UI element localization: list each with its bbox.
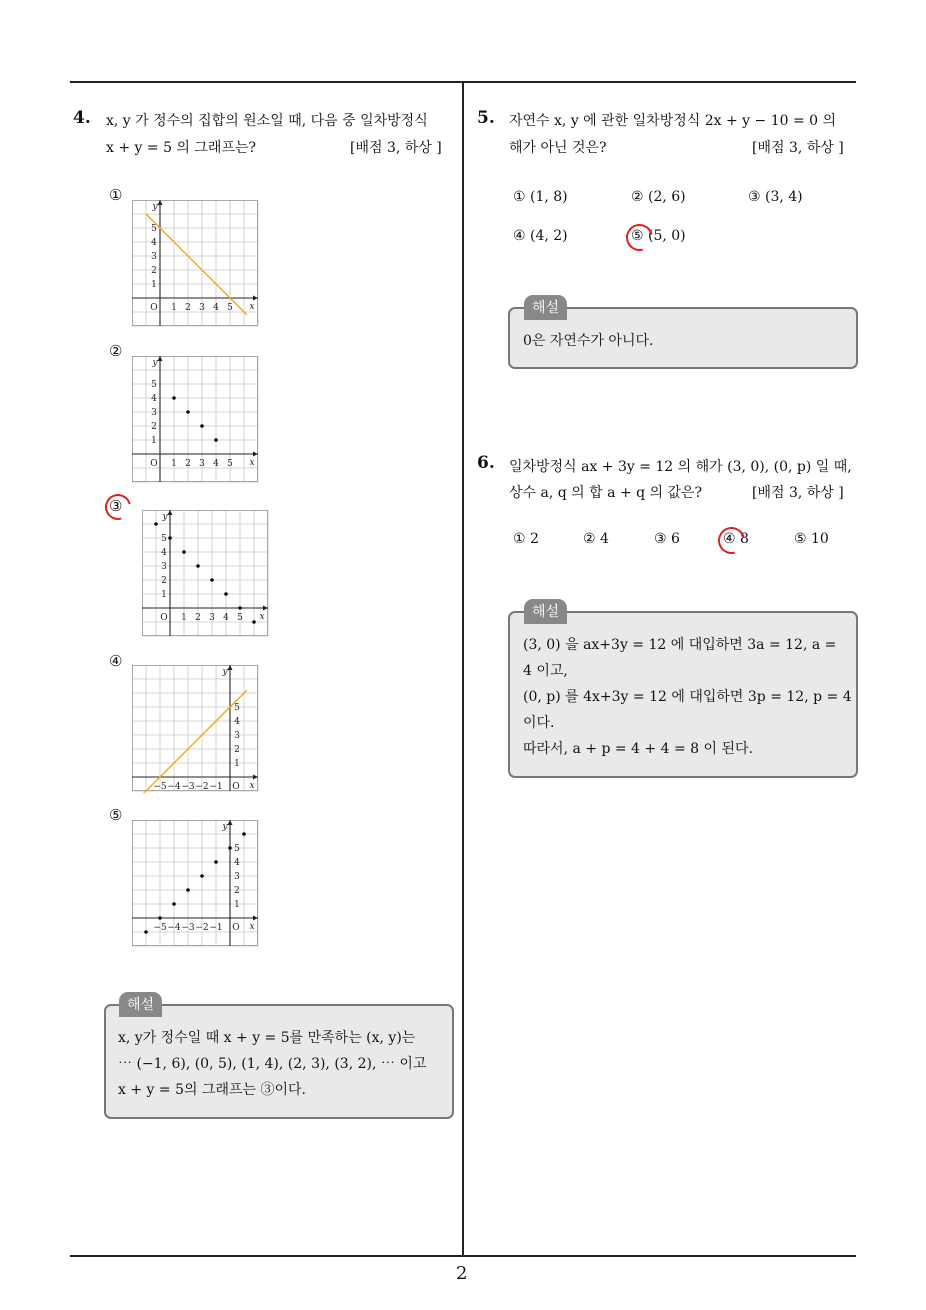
q6-score: [배점 3, 하상 ] bbox=[752, 485, 844, 501]
q6-solution-line5: 따라서, a + p = 4 + 4 = 8 이 된다. bbox=[523, 741, 753, 757]
graph-point bbox=[214, 438, 218, 442]
q6-solution-line2: 4 이고, bbox=[523, 663, 568, 679]
x-axis-label: x bbox=[259, 612, 265, 622]
y-axis-label: y bbox=[152, 358, 158, 368]
graph-point bbox=[252, 620, 256, 624]
graph-point bbox=[172, 396, 176, 400]
graph-point bbox=[144, 930, 148, 934]
x-tick-label: 3 bbox=[199, 459, 205, 469]
y-tick-label: 2 bbox=[234, 745, 240, 755]
q6-solution-line3: (0, p) 를 4x+3y = 12 에 대입하면 3p = 12, p = 4 bbox=[523, 689, 852, 705]
x-tick-label: 2 bbox=[195, 613, 201, 623]
graph-point bbox=[224, 592, 228, 596]
graph-point bbox=[242, 832, 246, 836]
q6-selected-ring bbox=[713, 522, 750, 559]
q6-solution-line4: 이다. bbox=[523, 715, 555, 731]
q6-option-5[interactable]: ⑤ 10 bbox=[794, 531, 829, 547]
q4-option-3-label[interactable]: ③ bbox=[109, 497, 123, 515]
graph-point bbox=[172, 902, 176, 906]
x-tick-label: 4 bbox=[223, 613, 229, 623]
x-axis-label: x bbox=[249, 458, 255, 468]
q6-number: 6. bbox=[477, 453, 495, 473]
graph-point bbox=[158, 916, 162, 920]
origin-label: O bbox=[150, 459, 158, 469]
x-tick-label: −3 bbox=[181, 782, 195, 792]
graph-point bbox=[228, 846, 232, 850]
x-axis-label: x bbox=[249, 781, 255, 791]
x-tick-label: 1 bbox=[171, 303, 177, 313]
y-tick-label: 4 bbox=[151, 394, 157, 404]
x-tick-label: 3 bbox=[209, 613, 215, 623]
q4-graph-1[interactable] bbox=[132, 200, 260, 328]
q4-option-1-label[interactable]: ① bbox=[109, 186, 123, 204]
q4-graph-2[interactable] bbox=[132, 356, 260, 484]
x-tick-label: 2 bbox=[185, 459, 191, 469]
q5-score: [배점 3, 하상 ] bbox=[752, 140, 844, 156]
q4-solution-tag: 해설 bbox=[119, 992, 162, 1017]
q6-solution-tag: 해설 bbox=[524, 599, 567, 624]
q5-solution-line1: 0은 자연수가 아니다. bbox=[523, 333, 654, 349]
x-tick-label: −2 bbox=[195, 923, 209, 933]
y-tick-label: 3 bbox=[234, 731, 240, 741]
x-tick-label: 2 bbox=[185, 303, 191, 313]
graph-point bbox=[186, 888, 190, 892]
y-tick-label: 5 bbox=[234, 703, 240, 713]
x-tick-label: −5 bbox=[153, 923, 167, 933]
q5-option-2[interactable]: ② (2, 6) bbox=[631, 189, 686, 205]
y-tick-label: 3 bbox=[151, 252, 157, 262]
x-tick-label: −1 bbox=[209, 923, 223, 933]
column-divider bbox=[462, 81, 464, 1256]
q4-option-2-label[interactable]: ② bbox=[109, 342, 123, 360]
q6-stem-line2: 상수 a, q 의 합 a + q 의 값은? bbox=[509, 485, 703, 501]
x-tick-label: −3 bbox=[181, 923, 195, 933]
x-tick-label: 5 bbox=[227, 459, 233, 469]
q6-stem-line1: 일차방정식 ax + 3y = 12 의 해가 (3, 0), (0, p) 일 때, bbox=[509, 459, 852, 475]
page-number: 2 bbox=[456, 1263, 468, 1284]
x-tick-label: 5 bbox=[227, 303, 233, 313]
q6-solution-line1: (3, 0) 을 ax+3y = 12 에 대입하면 3a = 12, a = bbox=[523, 637, 837, 653]
y-tick-label: 3 bbox=[161, 562, 167, 572]
x-tick-label: 3 bbox=[199, 303, 205, 313]
y-tick-label: 5 bbox=[161, 534, 167, 544]
origin-label: O bbox=[160, 613, 168, 623]
y-tick-label: 4 bbox=[234, 717, 240, 727]
y-axis-label: y bbox=[162, 512, 168, 522]
q4-solution-line3: x + y = 5의 그래프는 ③이다. bbox=[118, 1082, 306, 1098]
q6-option-2[interactable]: ② 4 bbox=[583, 531, 609, 547]
q4-graph-3[interactable] bbox=[142, 510, 270, 638]
graph-line bbox=[143, 690, 247, 793]
y-tick-label: 1 bbox=[151, 436, 157, 446]
bottom-rule bbox=[70, 1255, 856, 1257]
q5-option-4[interactable]: ④ (4, 2) bbox=[513, 228, 568, 244]
q4-solution-line2: ⋯ (−1, 6), (0, 5), (1, 4), (2, 3), (3, 2), ⋯ 이고 bbox=[118, 1056, 427, 1072]
y-tick-label: 4 bbox=[234, 858, 240, 868]
q4-stem-line2: x + y = 5 의 그래프는? bbox=[106, 140, 256, 156]
y-tick-label: 5 bbox=[151, 380, 157, 390]
y-tick-label: 1 bbox=[234, 900, 240, 910]
graph-point bbox=[186, 410, 190, 414]
graph-point bbox=[196, 564, 200, 568]
y-tick-label: 5 bbox=[151, 224, 157, 234]
q5-stem-line2: 해가 아닌 것은? bbox=[509, 140, 607, 156]
q5-solution-tag: 해설 bbox=[524, 295, 567, 320]
y-tick-label: 3 bbox=[234, 872, 240, 882]
origin-label: O bbox=[232, 782, 240, 792]
origin-label: O bbox=[232, 923, 240, 933]
q4-selected-ring bbox=[100, 489, 136, 525]
q4-number: 4. bbox=[73, 108, 91, 128]
q6-option-3[interactable]: ③ 6 bbox=[654, 531, 680, 547]
q4-option-4-label[interactable]: ④ bbox=[109, 652, 123, 670]
graph-point bbox=[200, 424, 204, 428]
x-tick-label: −4 bbox=[167, 782, 181, 792]
x-tick-label: 1 bbox=[171, 459, 177, 469]
q4-stem-line1: x, y 가 정수의 집합의 원소일 때, 다음 중 일차방정식 bbox=[106, 113, 428, 129]
x-axis-label: x bbox=[249, 922, 255, 932]
x-tick-label: 4 bbox=[213, 459, 219, 469]
origin-label: O bbox=[150, 303, 158, 313]
y-tick-label: 2 bbox=[151, 422, 157, 432]
q5-stem-line1: 자연수 x, y 에 관한 일차방정식 2x + y − 10 = 0 의 bbox=[509, 113, 837, 129]
graph-point bbox=[210, 578, 214, 582]
graph-line bbox=[146, 214, 247, 315]
y-tick-label: 1 bbox=[161, 590, 167, 600]
q5-option-5[interactable]: ⑤ (5, 0) bbox=[631, 228, 686, 244]
y-tick-label: 1 bbox=[234, 759, 240, 769]
q4-score: [배점 3, 하상 ] bbox=[350, 140, 442, 156]
q4-solution-line1: x, y가 정수일 때 x + y = 5를 만족하는 (x, y)는 bbox=[118, 1030, 416, 1046]
graph-point bbox=[214, 860, 218, 864]
y-tick-label: 2 bbox=[151, 266, 157, 276]
x-tick-label: −5 bbox=[153, 782, 167, 792]
q5-selected-ring bbox=[621, 219, 658, 256]
y-tick-label: 3 bbox=[151, 408, 157, 418]
y-tick-label: 5 bbox=[234, 844, 240, 854]
graph-point bbox=[154, 522, 158, 526]
x-tick-label: −4 bbox=[167, 923, 181, 933]
y-tick-label: 1 bbox=[151, 280, 157, 290]
x-tick-label: 5 bbox=[237, 613, 243, 623]
x-tick-label: 4 bbox=[213, 303, 219, 313]
q6-option-1[interactable]: ① 2 bbox=[513, 531, 539, 547]
y-tick-label: 4 bbox=[151, 238, 157, 248]
q5-option-3[interactable]: ③ (3, 4) bbox=[748, 189, 803, 205]
y-axis-label: y bbox=[222, 822, 228, 832]
y-tick-label: 2 bbox=[234, 886, 240, 896]
graph-point bbox=[200, 874, 204, 878]
q4-option-5-label[interactable]: ⑤ bbox=[109, 806, 123, 824]
q6-option-4[interactable]: ④ 8 bbox=[723, 531, 749, 547]
y-axis-label: y bbox=[152, 202, 158, 212]
y-tick-label: 2 bbox=[161, 576, 167, 586]
graph-point bbox=[238, 606, 242, 610]
q4-graph-5[interactable] bbox=[132, 820, 260, 948]
q4-graph-4[interactable] bbox=[132, 665, 260, 793]
x-axis-label: x bbox=[249, 302, 255, 312]
q5-option-1[interactable]: ① (1, 8) bbox=[513, 189, 568, 205]
graph-point bbox=[182, 550, 186, 554]
x-tick-label: 1 bbox=[181, 613, 187, 623]
y-axis-label: y bbox=[222, 667, 228, 677]
graph-point bbox=[168, 536, 172, 540]
q5-number: 5. bbox=[477, 108, 495, 128]
x-tick-label: −1 bbox=[209, 782, 223, 792]
y-tick-label: 4 bbox=[161, 548, 167, 558]
x-tick-label: −2 bbox=[195, 782, 209, 792]
